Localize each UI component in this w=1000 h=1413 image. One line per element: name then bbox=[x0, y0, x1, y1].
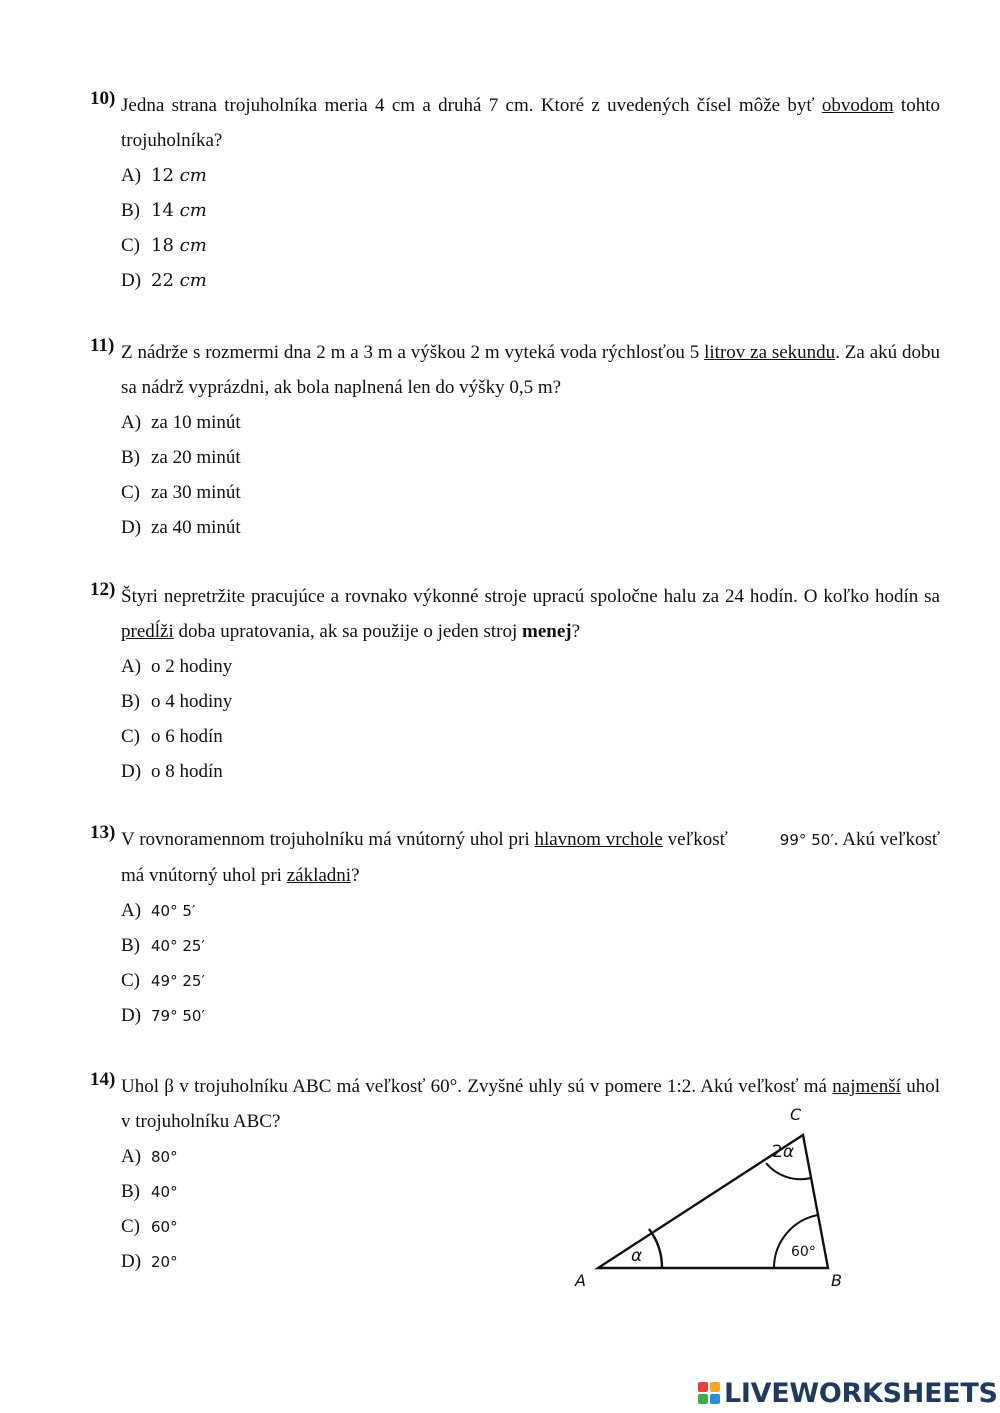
question-number: 14) bbox=[90, 1069, 116, 1090]
question-number: 10) bbox=[90, 88, 116, 109]
vertex-b-label: B bbox=[831, 1271, 842, 1290]
answer-options bbox=[121, 893, 940, 1033]
answer-option-d[interactable]: D) za 40 minút bbox=[121, 517, 241, 538]
question-text: Z nádrže s rozmermi dna 2 m a 3 m a výškou 2 m vyteká voda rýchlosťou 5 litrov za sekundu. Za akú dobu sa nádrž vyprázdni, ak bola naplnená len do výšky 0,5 m? bbox=[121, 342, 940, 398]
liveworksheets-logo[interactable] bbox=[698, 1376, 998, 1410]
answer-option-d[interactable]: D) 22 cm bbox=[121, 270, 207, 291]
question-text: V rovnoramennom trojuholníku má vnútorný uhol pri hlavnom vrchole veľkosť 99° 50′. Akú veľkosť má vnútorný uhol pri základni? bbox=[121, 829, 940, 886]
answer-option-a[interactable]: A) 80° bbox=[121, 1146, 178, 1167]
answer-option-a[interactable]: A) 12 cm bbox=[121, 165, 207, 186]
angle-value: 99° 50′ bbox=[779, 831, 834, 849]
question-12 bbox=[90, 579, 940, 789]
bold-term: menej bbox=[522, 621, 572, 642]
answer-option-c[interactable]: C) 49° 25′ bbox=[121, 970, 205, 991]
question-text: Jedna strana trojuholníka meria 4 cm a druhá 7 cm. Ktoré z uvedených čísel môže byť obvodom tohto trojuholníka? bbox=[121, 95, 940, 151]
answer-option-c[interactable]: C) 18 cm bbox=[121, 235, 207, 256]
answer-option-c[interactable]: C) o 6 hodín bbox=[121, 726, 223, 747]
angle-a-label: α bbox=[631, 1246, 643, 1266]
logo-text: LIVEWORKSHEETS bbox=[724, 1377, 998, 1409]
question-text: Štyri nepretržite pracujúce a rovnako výkonné stroje upracú spoločne halu za 24 hodín. O koľko hodín sa predĺži doba upratovania, ak sa použije o jeden stroj menej? bbox=[121, 586, 940, 642]
question-number: 13) bbox=[90, 822, 116, 843]
underlined-term: hlavnom vrchole bbox=[534, 829, 663, 850]
answer-options bbox=[121, 405, 940, 545]
question-number: 12) bbox=[90, 579, 116, 600]
answer-option-a[interactable]: A) za 10 minút bbox=[121, 412, 241, 433]
underlined-term: najmenší bbox=[832, 1076, 901, 1097]
answer-option-c[interactable]: C) 60° bbox=[121, 1216, 178, 1237]
angle-arc-b bbox=[774, 1215, 818, 1268]
answer-option-b[interactable]: B) 14 cm bbox=[121, 200, 207, 221]
angle-b-label: 60° bbox=[791, 1244, 816, 1260]
answer-option-a[interactable]: A) 40° 5′ bbox=[121, 900, 196, 921]
underlined-term: základni bbox=[286, 865, 352, 886]
answer-option-a[interactable]: A) o 2 hodiny bbox=[121, 656, 233, 677]
question-text: Uhol β v trojuholníku ABC má veľkosť 60°. Zvyšné uhly sú v pomere 1:2. Akú veľkosť má najmenší uhol v trojuholníku ABC? bbox=[121, 1076, 940, 1132]
answer-option-b[interactable]: B) za 20 minút bbox=[121, 447, 241, 468]
logo-icon bbox=[698, 1382, 720, 1404]
vertex-a-label: A bbox=[575, 1271, 586, 1290]
question-11 bbox=[90, 335, 940, 545]
answer-option-d[interactable]: D) o 8 hodín bbox=[121, 761, 223, 782]
answer-option-c[interactable]: C) za 30 minút bbox=[121, 482, 241, 503]
answer-options bbox=[121, 649, 940, 789]
answer-option-b[interactable]: B) 40° 25′ bbox=[121, 935, 205, 956]
answer-options bbox=[121, 158, 940, 298]
question-13 bbox=[90, 822, 940, 1033]
underlined-term: predĺži bbox=[121, 621, 174, 642]
triangle-figure bbox=[565, 1100, 865, 1300]
answer-option-b[interactable]: B) o 4 hodiny bbox=[121, 691, 233, 712]
underlined-term: obvodom bbox=[821, 95, 894, 116]
answer-option-d[interactable]: D) 20° bbox=[121, 1251, 178, 1272]
answer-option-b[interactable]: B) 40° bbox=[121, 1181, 178, 1202]
vertex-c-label: C bbox=[790, 1105, 802, 1124]
angle-c-label: 2α bbox=[772, 1142, 795, 1162]
angle-arc-c bbox=[766, 1163, 811, 1179]
answer-option-d[interactable]: D) 79° 50′ bbox=[121, 1005, 205, 1026]
question-number: 11) bbox=[90, 335, 115, 356]
question-10 bbox=[90, 88, 940, 298]
underlined-term: litrov za sekundu bbox=[704, 342, 836, 363]
